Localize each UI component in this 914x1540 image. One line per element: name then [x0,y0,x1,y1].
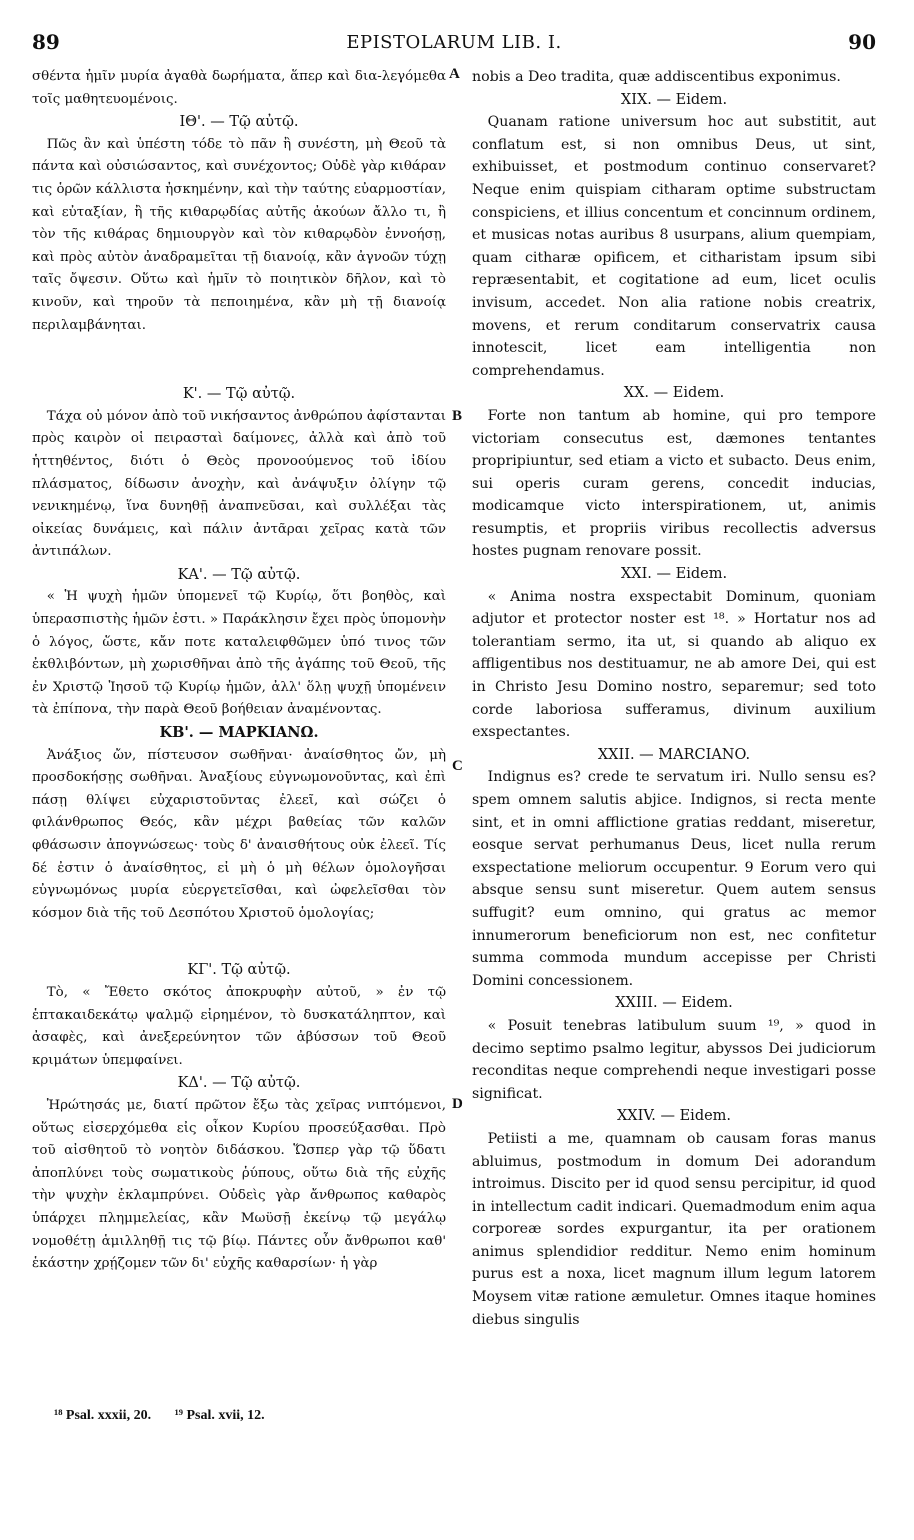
latin-paragraph-19: Quanam ratione universum hoc aut substitit, aut conflatum est, si non omnibus Deus, ut sint, exhibuisset, et postmodum continuo conservaret? Neque enim quispiam citharam optime substructam conspiciens, et illius concentum et concinnum ordinem, et musicas notas auribus 8 usurpans, alium quempiam, quam citharæ opificem, et citharistam ipsum sibi repræsentabit, et cogitatione ad eum, licet oculis invisum, accedet. Non alia ratione nobis creatrix, movens, et rerum conditarum conservatrix causa innotescit, licet eam intelligentia non comprehendamus. [472,114,876,379]
greek-heading-23: ΚΓ'. Τῷ αὐτῷ. [187,962,291,979]
greek-paragraph-continued: σθέντα ἡμῖν μυρία ἀγαθὰ δωρήματα, ἅπερ καὶ δια-λεγόμεθα τοῖς μαθητευομένοις. [32,69,446,107]
page-header [32,30,876,60]
margin-letter-b: B [452,408,463,424]
latin-heading-22: XXII. — MARCIANO. [597,746,751,763]
latin-paragraph-continued: nobis a Deo tradita, quæ addiscentibus exponimus. [472,69,841,85]
greek-heading-19: ΙΘ'. — Τῷ αὐτῷ. [179,114,299,131]
latin-paragraph-20: Forte non tantum ab homine, qui pro tempore victoriam consecutus est, dæmones tentantes propripiuntur, sed etiam a victo et subacto. Deus enim, sui operis curam gerens, concedit inducias, modicamque victo interspirationem, ut, animis resumptis, et propriis viribus recollectis adversus hostes pugnam renovare possit. [472,407,876,560]
greek-paragraph-19: Πῶς ἂν καὶ ὑπέστη τόδε τὸ πᾶν ἢ συνέστη, μὴ Θεοῦ τὰ πάντα καὶ οὐσιώσαντος, καὶ συνέχοντος; Οὐδὲ γὰρ κιθάραν τις ὁρῶν κάλλιστα ἠσκημένην, καὶ τὴν ταύτης εὐαρμοστίαν, καὶ εὐταξίαν, ἢ τῆς κιθαρῳδίας αὐτῆς ἀκούων ἄλλο τι, ἢ τὸν τῆς κιθάρας δημιουργὸν καὶ τὸν κιθαρῳδὸν ἐννοήσῃ, καὶ πρὸς αὐτὸν ἀναδραμεῖται τῇ διανοίᾳ, κἂν ἀγνοῶν τύχῃ ταῖς ὄψεσιν. Οὕτω καὶ ἡμῖν τὸ ποιητικὸν δῆλον, καὶ τὸ κινοῦν, καὶ τηροῦν τὰ πεποιημένα, κἂν μὴ τῇ διανοίᾳ περιλαμβάνηται. [32,136,446,333]
greek-paragraph-21: « Ἡ ψυχὴ ἡμῶν ὑπομενεῖ τῷ Κυρίῳ, ὅτι βοηθὸς, καὶ ὑπερασπιστὴς ἡμῶν ἐστι. » Παράκλησιν ἔχει πρὸς ὑπομονὴν ὁ λόγος, ὥστε, κἄν ποτε καταλειφθῶμεν ὑπό τινος τῶν ἐκθλιβόντων, μὴ χωρισθῆναι ἀπὸ τῆς ἀγάπης τοῦ Θεοῦ, τῆς ἐν Χριστῷ Ἰησοῦ τῷ Κυρίῳ ἡμῶν, ἀλλ' ὅλῃ ψυχῇ ὑπομένειν τὰ ἐπίπονα, τὴν παρὰ Θεοῦ βοήθειαν ἀναμένοντας. [32,589,446,718]
greek-heading-24: ΚΔ'. — Τῷ αὐτῷ. [177,1075,301,1092]
latin-heading-19: XIX. — Eidem. [620,91,728,108]
page-number-right: 90 [848,30,876,54]
greek-column [32,66,446,1276]
latin-heading-23: XXIII. — Eidem. [615,995,733,1012]
greek-heading-22: ΚΒ'. — ΜΑΡΚΙΑΝΩ. [159,724,319,742]
greek-heading-21: ΚΑ'. — Τῷ αὐτῷ. [177,566,301,583]
margin-letter-d: D [452,1096,463,1112]
greek-paragraph-24: Ἠρώτησάς με, διατί πρῶτον ἔξω τὰς χεῖρας νιπτόμενοι, οὕτως εἰσερχόμεθα εἰς οἶκον Κυρίου προσεύξασθαι. Πρὸ τοῦ αἰσθητοῦ τὸ νοητὸν διδάσκου. Ὥσπερ γὰρ τῷ ὕδατι ἀποπλύνει τοὺς σωματικοὺς ῥύπους, οὕτω διὰ τῆς εὐχῆς τὴν ψυχὴν ἐκλαμπρύνει. Οὐδεὶς γὰρ ἄνθρωπος καθαρὸς ὑπάρχει πλημμελείας, κἂν Μωϋσῇ ἐκείνῳ τῷ μεγάλῳ νομοθέτῃ ἁμιλληθῇ τις τῷ βίῳ. Πάντες οὖν ἄνθρωποι καθ' ἑκάστην χρῄζομεν τῶν δι' εὐχῆς καθαρσίων· ἡ γὰρ [32,1097,446,1272]
latin-paragraph-21: « Anima nostra exspectabit Dominum, quoniam adjutor et protector noster est ¹⁸. » Hortatur nos ad tolerantiam sermo, ita ut, si quando ab aliquo ex affligentibus nos destituamur, ne ab amore Dei, qui est in Christo Jesu Domino nostro, separemur; sed toto corde laboriosa sufferamus, divinum auxilium exspectantes. [472,588,876,741]
footnote: ¹⁹ Psal. xvii, 12. [174,1408,265,1423]
latin-column [472,66,876,1331]
latin-heading-20: XX. — Eidem. [623,385,725,402]
latin-paragraph-23: « Posuit tenebras latibulum suum ¹⁹, » quod in decimo septimo psalmo legitur, abyssos Dei judiciorum reconditas neque comprehendi neque investigari posse significat. [472,1017,876,1102]
greek-paragraph-20: Τάχα οὐ μόνον ἀπὸ τοῦ νικήσαντος ἀνθρώπου ἀφίστανται πρὸς καιρὸν οἱ πειρασταὶ δαίμονες, ἀλλὰ καὶ ἀπὸ τοῦ ἡττηθέντος, διότι ὁ Θεὸς προνοούμενος τοῦ ἰδίου πλάσματος, δίδωσιν ἀνοχὴν, καὶ ἀνάψυξιν ὀλίγην τῷ νενικημένῳ, ἵνα δυνηθῇ ἀναπνεῦσαι, καὶ συλλέξαι τὰς οἰκείας δυνάμεις, καὶ πάλιν ἀντᾶραι χεῖρας κατὰ τῶν ἀντιπάλων. [32,408,446,560]
greek-paragraph-22: Ἀνάξιος ὤν, πίστευσον σωθῆναι· ἀναίσθητος ὤν, μὴ προσδοκήσῃς σωθῆναι. Ἀναξίους εὐγνωμονοῦντας, καὶ ἐπὶ πάσῃ θλίψει εὐχαριστοῦντας ἐλεεῖ, καὶ σώζει ὁ φιλάνθρωπος Θεός, κἂν μέχρι βαθείας τῶν καλῶν φθάσωσιν ἀπογνώσεως· τοὺς δ' ἀναισθήτους οὐκ ἐλεεῖ. Τίς δέ ἐστιν ὁ ἀναίσθητος, εἰ μὴ ὁ μὴ θέλων ὁμολογῆσαι εὐγνωμόνως μυρία εὐεργετεῖσθαι, καὶ ὠφελεῖσθαι τὸν κόσμον διὰ τῆς τοῦ Δεσπότου Χριστοῦ ὁμολογίας; [32,747,446,921]
running-title: EPISTOLARUM LIB. I. [346,32,562,53]
latin-paragraph-22: Indignus es? crede te servatum iri. Nullo sensu es? spem omnem salutis abjice. Indignos, si recta mente sint, et in omni afflictione gratias reddant, miseretur, eosque servat perhumanus Deus, licet nulla rerum exspectatione meliorum occupentur. 9 Eorum vero qui absque sensu sunt miseretur. Quem autem sensus suffugit? eum omnino, qui gratus ac memor innumerorum beneficiorum non est, nec confitetur summa commoda mundum accepisse per Christi Domini concessionem. [472,769,876,989]
margin-letter-a: A [449,66,460,82]
greek-heading-20: Κ'. — Τῷ αὐτῷ. [182,386,296,403]
footnote: ¹⁸ Psal. xxxii, 20. [54,1408,152,1423]
greek-paragraph-23: Τὸ, « Ἔθετο σκότος ἀποκρυφὴν αὐτοῦ, » ἐν τῷ ἑπτακαιδεκάτῳ ψαλμῷ εἰρημένον, τὸ δυσκατάληπτον, καὶ ἀσαφὲς, καὶ ἀνεξερεύνητον τῶν ἀβύσσων τοῦ Θεοῦ κριμάτων ὑπεμφαίνει. [32,984,446,1068]
latin-paragraph-24: Petiisti a me, quamnam ob causam foras manus abluimus, postmodum in domum Dei adorandum introimus. Discito per id quod sensu percipitur, id quod in intellectum cadit indicari. Quemadmodum enim aqua corporeæ sordes expurgantur, ita per orationem animus splendidior redditur. Nemo enim hominum purus est a noxa, licet magnum illum legum latorem Moysem vitæ ratione æmuletur. Omnes itaque homines diebus singulis [472,1130,876,1328]
page-number-left: 89 [32,30,60,54]
footnotes [54,1408,285,1424]
latin-heading-21: XXI. — Eidem. [620,566,728,583]
latin-heading-24: XXIV. — Eidem. [616,1108,732,1125]
margin-letter-c: C [452,758,463,774]
